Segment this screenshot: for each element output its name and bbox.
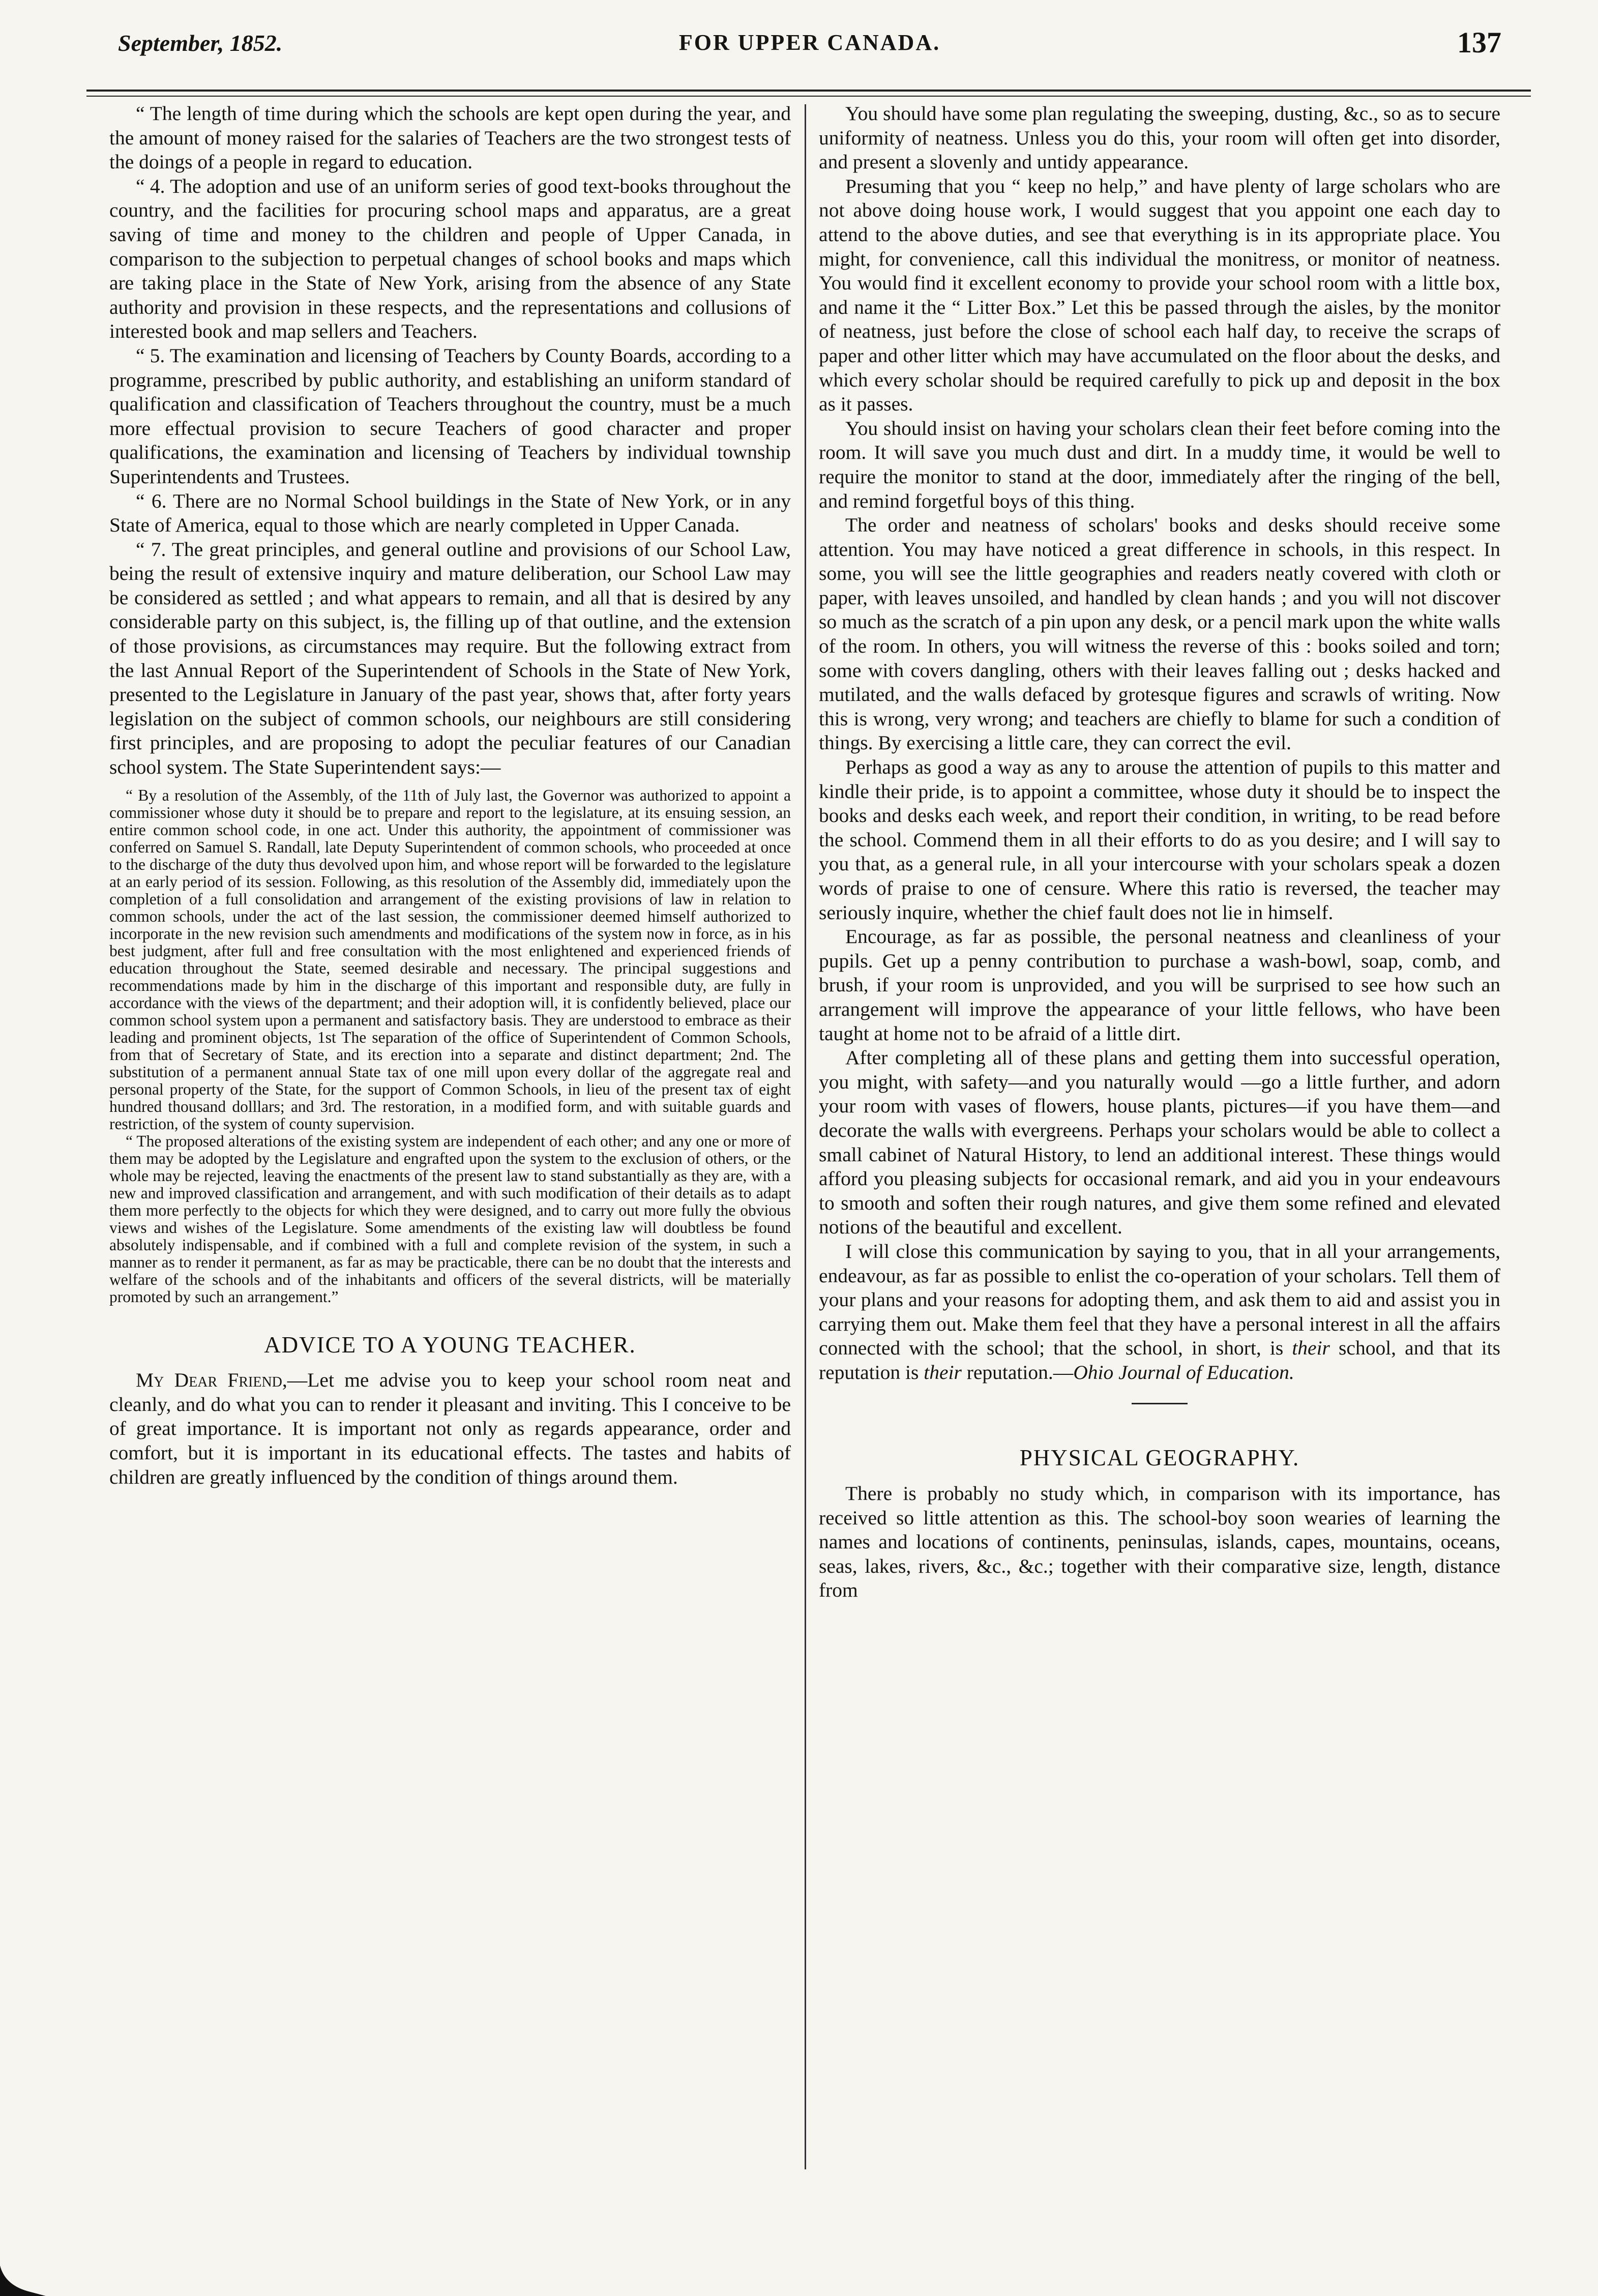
page-number: 137 (1457, 26, 1501, 59)
body-paragraph: “ 6. There are no Normal School buildings in the State of New York, or in any State of America, equal to those which are nearly completed in Upper Canada. (109, 489, 791, 537)
body-paragraph: You should have some plan regulating the sweeping, dusting, &c., so as to secure uniformity of neatness. Unless you do this, your room will often get into disorder, and present a slovenly and untidy appearance. (819, 102, 1500, 173)
header-title: FOR UPPER CANADA. (678, 30, 941, 55)
body-paragraph: “ The length of time during which the schools are kept open during the year, and the amount of money raised for the salaries of Teachers are the two strongest tests of the doings of a people in regard to education. (109, 102, 791, 173)
column-divider (805, 104, 806, 2169)
body-paragraph: The order and neatness of scholars' books and desks should receive some attention. You may have noticed a great difference in schools, in this respect. In some, you will see the little geographies and readers neatly covered with cloth or paper, with leaves unsoiled, and handled by clean hands ; and you will not discover so much as the scratch of a pin upon any desk, or a pencil mark upon the white walls of the room. In others, you will witness the reverse of this : books soiled and torn; some with covers dangling, others with their leaves falling out ; desks hacked and mutilated, and the walls defaced by grotesque figures and scrawls of writing. Now this is wrong, very wrong; and teachers are chiefly to blame for such a condition of things. By exercising a little care, they can correct the evil. (819, 514, 1500, 754)
body-paragraph: Perhaps as good a way as any to arouse the attention of pupils to this matter and kindle their pride, is to appoint a committee, whose duty it should be to inspect the books and desks each week, and report their condition, in writing, to be read before the school. Commend them in all their efforts to do as you desire; and I will say to you that, as a general rule, in all your intercourse with your scholars speak a dozen words of praise to one of censure. Where this ratio is reversed, the teacher may seriously inquire, whether the chief fault does not lie in himself. (819, 756, 1500, 924)
quoted-extract: “ The proposed alterations of the existing system are independent of each other; and any one or more of them may be adopted by the Legislature and engrafted upon the system to the exclusion of others, or the whole may be rejected, leaving the enactments of the present law to stand substantially as they are, with a new and improved classification and arrangement, and with such modification of their details as to adapt them more perfectly to the objects for which they were designed, and to carry out more fully the obvious views and wishes of the Legislature. Some amendments of the existing law will doubtless be found absolutely indispensable, and if combined with a full and complete revision of the system, in such a manner as to render it permanent, as far as may be practicable, there can be no doubt that the interests and welfare of the schools and of the inhabitants and officers of the several districts, will be materially promoted by such an arrangement.” (109, 1132, 791, 1306)
body-paragraph: You should insist on having your scholars clean their feet before coming into the room. It will save you much dust and dirt. In a muddy time, it would be well to require the monitor to stand at the door, immediately after the ringing of the bell, and remind forgetful boys of this thing. (819, 417, 1500, 512)
header-rule-thin (86, 96, 1531, 97)
body-paragraph: “ 7. The great principles, and general outline and provisions of our School Law, being the result of extensive inquiry and mature deliberation, our School Law may be considered as settled ; and what appears to remain, and all that is desired by any considerable party on this subject, is, the filling up of that outline, and the extension of those provisions, as circumstances may require. But the following extract from the last Annual Report of the Superintendent of Schools in the State of New York, presented to the Legislature in January of the past year, shows that, after forty years legislation on the subject of common schools, our neighbours are still considering first principles, and are proposing to adopt the peculiar features of our Canadian school system. The State Superintendent says:— (109, 538, 791, 779)
body-paragraph: “ 5. The examination and licensing of Teachers by County Boards, according to a programme, prescribed by public authority, and establishing an uniform standard of qualification and classification of Teachers throughout the country, must be a much more effectual provision to secure Teachers of good character and proper qualifications, the examination and licensing of Teachers by individual township Superintendents and Trustees. (109, 344, 791, 488)
right-column (819, 102, 1500, 1603)
emphasis: their (924, 1361, 962, 1384)
body-paragraph: Presuming that you “ keep no help,” and have plenty of large scholars who are not above doing house work, I would suggest that you appoint one each day to attend to the above duties, and see that everything is in its appropriate place. You might, for convenience, call this individual the monitress, or monitor of neatness. You would find it excellent economy to provide your school room with a little box, and name it the “ Litter Box.” Let this be passed through the aisles, by the monitor of neatness, just before the close of school each half day, to receive the scraps of paper and other litter which may have accumulated on the floor about the desks, and which every scholar should be required carefully to pick up and deposit in the box as it passes. (819, 174, 1500, 416)
section-heading-advice: ADVICE TO A YOUNG TEACHER. (264, 1332, 636, 1358)
emphasis: their (1292, 1337, 1330, 1360)
advice-text: —Let me advise you to keep your school room neat and cleanly, and do what you can to render it pleasant and inviting. This I conceive to be of great importance. It is important not only as regards appearance, order and comfort, but it is important in its educational effects. The tastes and habits of children are greatly influenced by the condition of things around them. (109, 1369, 791, 1488)
quoted-extract: “ By a resolution of the Assembly, of the 11th of July last, the Governor was authorized to appoint a commissioner whose duty it should be to prepare and report to the legislature, at its ensuing session, an entire common school code, in one act. Under this authority, the appointment of commissioner was conferred on Samuel S. Randall, late Deputy Superintendent of common schools, who proceeded at once to the discharge of the duty thus devolved upon him, and whose report will be forwarded to the legislature at an early period of its session. Following, as this resolution of the Assembly did, immediately upon the completion of a full consolidation and arrangement of the existing provisions of law in relation to common schools, under the act of the last session, the commissioner deemed himself authorized to incorporate in the new revision such amendments and modifications of the system now in force, as in his best judgment, after full and free consultation with the most enlightened and experienced friends of education throughout the State, seemed desirable and necessary. The principal suggestions and recommendations made by him in the discharge of this important and responsible duty, are fully in accordance with the views of the department; and their adoption will, it is confidently believed, place our common school system upon a permanent and satisfactory basis. They are understood to embrace as their leading and prominent objects, 1st The separation of the office of Superintendent of Common Schools, from that of Secretary of State, and its erection into a separate and distinct department; 2nd. The substitution of a permanent annual State tax of one mill upon every dollar of the aggregate real and personal property of the State, for the support of Common Schools, in lieu of the present tax of eight hundred thousand dolllars; and 3rd. The restoration, in a modified form, and with suitable guards and restriction, of the system of county supervision. (109, 786, 791, 1133)
header-rule (86, 90, 1531, 92)
body-paragraph: “ 4. The adoption and use of an uniform series of good text-books throughout the country, and the facilities for procuring school maps and apparatus, are a great saving of time and money to the children and people of Upper Canada, in comparison to the subjection to perpetual changes of school books and maps which are taking place in the State of New York, arising from the absence of any State authority and provision in these respects, and the representations and collusions of interested book and map sellers and Teachers. (109, 174, 791, 343)
salutation: My Dear Friend, (136, 1369, 287, 1392)
body-paragraph: After completing all of these plans and getting them into successful operation, you might, with safety—and you naturally would —go a little further, and adorn your room with vases of flowers, house plants, pictures—if you have them—and decorate the walls with evergreens. Perhaps your scholars would be able to collect a small cabinet of Natural History, to lend an additional interest. These things would afford you pleasing subjects for occasional remark, and aid you in your endeavours to smooth and soften their rough natures, and give them some refined and elevated notions of the beautiful and excellent. (819, 1046, 1500, 1239)
closing-text: reputation.— (961, 1361, 1074, 1384)
section-separator (1132, 1403, 1188, 1404)
source-attribution: Ohio Journal of Education. (1073, 1361, 1294, 1384)
closing-paragraph (819, 1240, 1500, 1385)
advice-paragraph (109, 1368, 791, 1489)
corner-ink-mark (0, 2250, 46, 2296)
closing-text: school, and that its reputation is (819, 1337, 1501, 1384)
left-column (109, 102, 791, 1489)
closing-text: I will close this communication by saying to you, that in all your arrangements, endeavour, as far as possible to enlist the co-operation of your scholars. Tell them of your plans and your reasons for adopting them, and ask them to aid and assist you in carrying them out. Make them feel that they have a personal interest in all the affairs connected with the school; that the school, in short, is (819, 1240, 1500, 1360)
body-paragraph: Encourage, as far as possible, the personal neatness and cleanliness of your pupils. Get up a penny contribution to purchase a wash-bowl, soap, comb, and brush, if your room is unprovided, and you will be surprised to see how such an arrangement will improve the appearance of your little fellows, who have been taught at home not to be afraid of a little dirt. (819, 925, 1500, 1045)
header-date: September, 1852. (118, 30, 283, 56)
geography-paragraph: There is probably no study which, in comparison with its importance, has received so little attention as this. The school-boy soon wearies of learning the names and locations of continents, peninsulas, islands, capes, mountains, oceans, seas, lakes, rivers, &c., &c.; together with their comparative size, length, distance from (819, 1482, 1500, 1602)
page-header (118, 26, 1501, 70)
section-heading-geography: PHYSICAL GEOGRAPHY. (1019, 1445, 1300, 1471)
